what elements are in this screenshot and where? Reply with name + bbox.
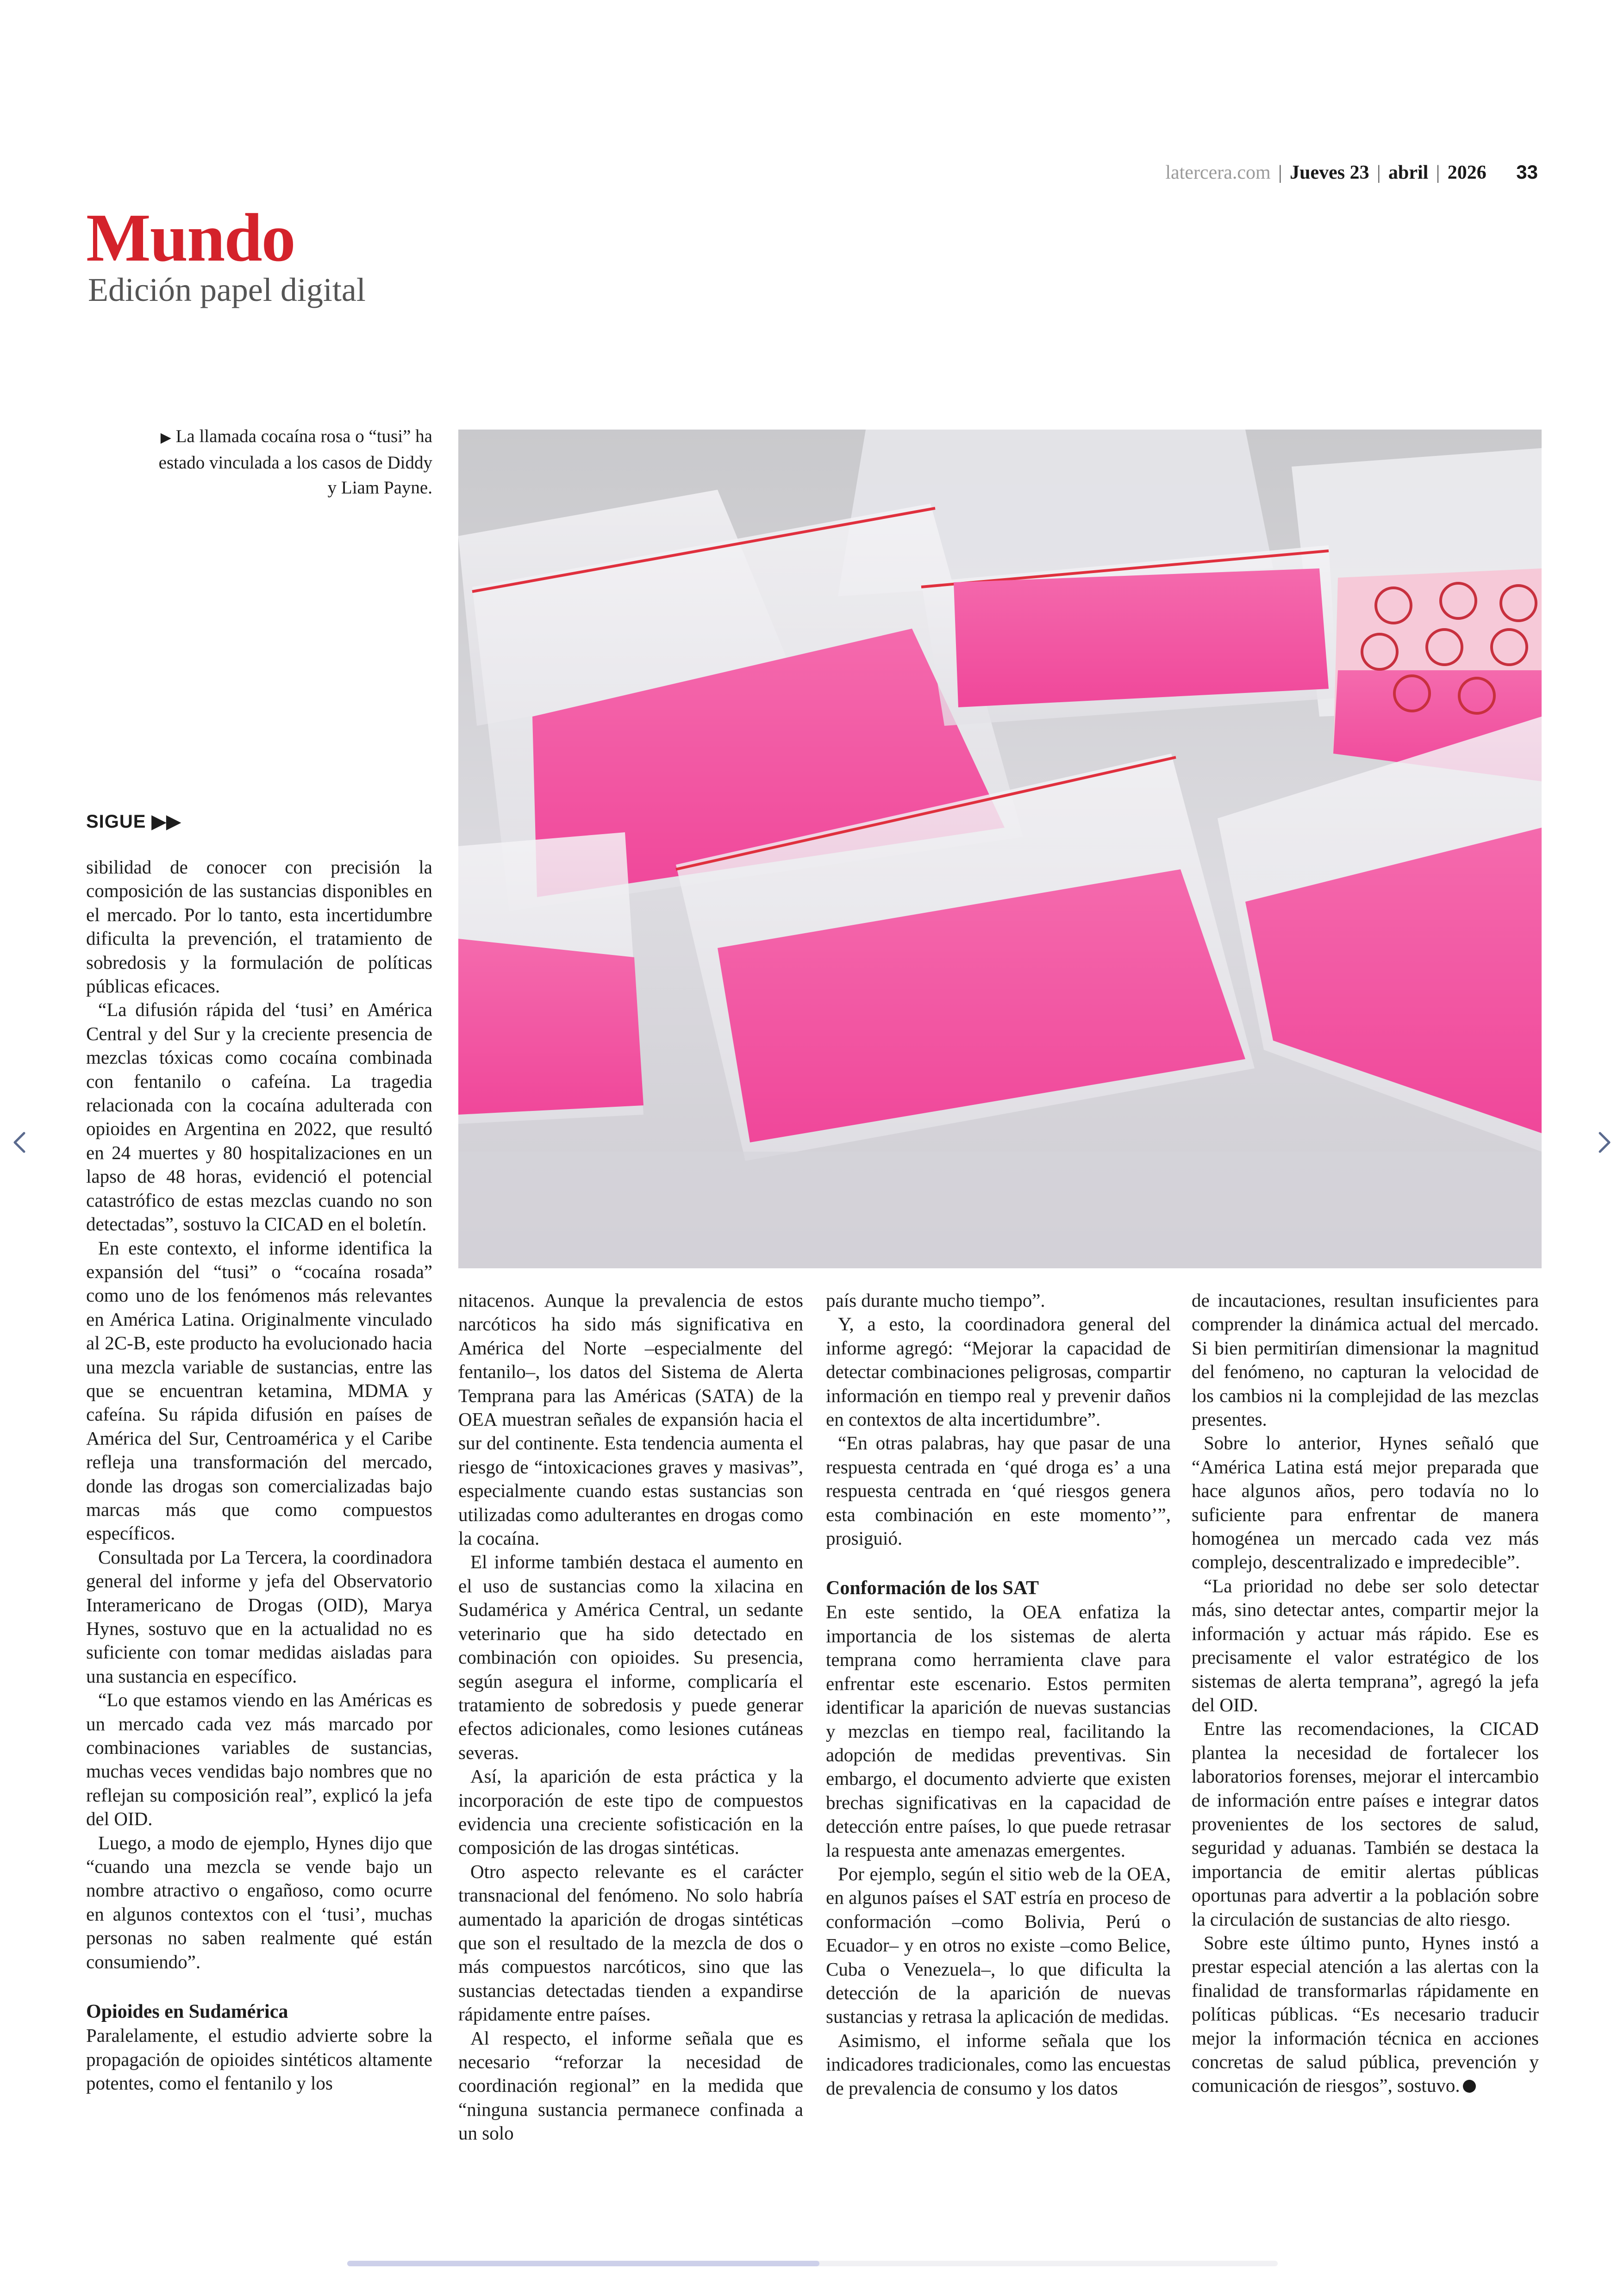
caption-text: La llamada cocaína rosa o “tusi” ha estado vinculada a los casos de Diddy y Liam Payne. <box>158 426 432 498</box>
paragraph: Y, a esto, la coordinadora general del informe agregó: “Mejorar la capacidad de detectar combinaciones peligrosas, compartir información en tiempo real y prevenir daños en contextos de alta incertidumbre”. <box>826 1313 1171 1430</box>
article-column-1 <box>86 855 432 2095</box>
article-column-2 <box>458 1289 803 2145</box>
filled-circle-icon <box>1463 2080 1476 2093</box>
paragraph: “En otras palabras, hay que pasar de una respuesta centrada en ‘qué droga es’ a una respuesta centrada en ‘qué riesgos genera esta combinación en este momento’”, prosiguió. <box>826 1432 1171 1549</box>
paragraph: de incautaciones, resultan insuficientes para comprender la dinámica actual del mercado. Si bien permitirían dimensionar la magnitud del fenómeno, no capturan la velocidad de los cambios ni la complejidad de las mezclas presentes. <box>1192 1290 1539 1430</box>
paragraph: Así, la aparición de esta práctica y la incorporación de este tipo de compuestos evidencia una creciente sofisticación en la composición de las drogas sintéticas. <box>458 1765 803 1858</box>
header-year: 2026 <box>1447 162 1487 183</box>
triangle-right-icon: ▶ <box>160 430 171 445</box>
scrollbar-thumb[interactable] <box>347 2261 819 2266</box>
section-subtitle: Edición papel digital <box>88 271 366 308</box>
paragraph: “La difusión rápida del ‘tusi’ en América Central y del Sur y la creciente presencia de mezclas tóxicas como cocaína combinada con fentanilo o cafeína. La tragedia relacionada con la cocaína adulterada con opioides en Argentina en 2022, que resultó en 24 muertes y 80 hospitalizaciones en un lapso de 48 horas, evidenció el potencial catastrófico de estas mezclas cuando no son detectadas”, sostuvo la CICAD en el boletín. <box>86 999 432 1235</box>
sigue-text: SIGUE <box>86 811 146 832</box>
subheading: Opioides en Sudamérica <box>86 2001 288 2023</box>
paragraph: Sobre lo anterior, Hynes señaló que “América Latina está mejor preparada que hace algunos años, pero todavía no lo suficiente para enfrentar de manera homogénea un mercado cada vez más complejo, descentralizado e impredecible”. <box>1192 1432 1539 1573</box>
article-column-4 <box>1192 1289 1539 2098</box>
paragraph: Consultada por La Tercera, la coordinadora general del informe y jefa del Observatorio Interamericano de Drogas (OID), Marya Hynes, sostuvo que en la actualidad no es suficiente con tomar medidas aisladas para una sustancia en específico. <box>86 1546 432 1687</box>
paragraph: Al respecto, el informe señala que es necesario “reforzar la necesidad de coordinación regional” en la medida que “ninguna sustancia permanece confinada a un solo <box>458 2027 803 2144</box>
header-separator: | <box>1377 162 1381 183</box>
previous-page-button[interactable] <box>6 1124 33 1161</box>
article-photo <box>458 430 1542 1268</box>
paragraph: nitacenos. Aunque la prevalencia de estos narcóticos ha sido más significativa en América del Norte –especialmente del fentanilo–, los datos del Sistema de Alerta Temprana para las Américas (SATA) de la OEA muestran señales de expansión hacia el sur del continente. Esta tendencia aumenta el riesgo de “intoxicaciones graves y masivas”, especialmente cuando estas sustancias son utilizadas como adulterantes en drogas como la cocaína. <box>458 1290 803 1549</box>
page-header <box>1165 161 1538 184</box>
paragraph: “Lo que estamos viendo en las Américas es un mercado cada vez más marcado por combinaciones variables de sustancias, muchas veces vendidas bajo nombres que no reflejan su composición real”, explicó la jefa del OID. <box>86 1689 432 1830</box>
paragraph-text: Sobre este último punto, Hynes instó a prestar especial atención a las alertas con la finalidad de transformarlas rápidamente en políticas públicas. “Es necesario traducir mejor la información técnica en acciones concretas de salud pública, prevención y comunicación de riesgos”, sostuvo. <box>1192 1932 1539 2096</box>
next-page-button[interactable] <box>1591 1124 1618 1161</box>
header-month: abril <box>1388 162 1429 183</box>
sigue-label <box>86 811 181 832</box>
paragraph: Luego, a modo de ejemplo, Hynes dijo que “cuando una mezcla se vende bajo un nombre atractivo o engañoso, como ocurre en algunos contextos con el ‘tusi’, muchas personas no saben realmente qué están consumiendo”. <box>86 1832 432 1972</box>
paragraph: sibilidad de conocer con precisión la composición de las sustancias disponibles en el mercado. Por lo tanto, esta incertidumbre dificulta la prevención, el tratamiento de sobredosis y la formulación de políticas públicas eficaces. <box>86 856 432 997</box>
section-title: Mundo <box>86 200 295 276</box>
subheading: Conformación de los SAT <box>826 1578 1039 1599</box>
paragraph: En este sentido, la OEA enfatiza la importancia de los sistemas de alerta temprana como herramienta clave para enfrentar este escenario. Estos permiten identificar la aparición de nuevas sustancias y mezclas en tiempo real, facilitando la adopción de medidas preventivas. Sin embargo, el documento advierte que existen brechas significativas en la capacidad de detección entre países, lo que puede retrasar la respuesta ante amenazas emergentes. <box>826 1601 1171 1861</box>
header-day: Jueves 23 <box>1290 162 1369 183</box>
chevron-right-icon <box>1591 1124 1618 1161</box>
paragraph: Entre las recomendaciones, la CICAD plantea la necesidad de fortalecer los laboratorios forenses, mejorar el intercambio de información entre países e integrar datos provenientes de los sectores de salud, seguridad y aduanas. También se destaca la importancia de emitir alertas públicas oportunas para advertir a la población sobre la circulación de sustancias de alto riesgo. <box>1192 1718 1539 1930</box>
photo-caption <box>153 424 432 500</box>
header-separator: | <box>1278 162 1282 183</box>
paragraph: “La prioridad no debe ser solo detectar más, sino detectar antes, compartir mejor la información y actuar más rápido. Ese es precisamente el valor estratégico de los sistemas de alerta temprana”, agregó la jefa del OID. <box>1192 1575 1539 1715</box>
page-number: 33 <box>1516 161 1538 183</box>
paragraph <box>1192 1931 1539 2098</box>
pink-powder-bags-image <box>458 430 1542 1268</box>
paragraph: Por ejemplo, según el sitio web de la OEA, en algunos países el SAT estría en proceso de conformación –como Bolivia, Perú o Ecuador– y en otros no existe –como Belice, Cuba o Venezuela–, lo que dificulta la detección de la aparición de nuevas sustancias y retrasa la aplicación de medidas. <box>826 1863 1171 2027</box>
article-column-3 <box>826 1289 1171 2100</box>
paragraph: El informe también destaca el aumento en el uso de sustancias como la xilacina en Sudamérica y América Central, un sedante veterinario que ha sido detectado en combinación con opioides. Su presencia, según asegura el informe, complicaría el tratamiento de sobredosis y puede generar efectos adicionales, como lesiones cutáneas severas. <box>458 1551 803 1763</box>
chevron-left-icon <box>6 1124 33 1161</box>
paragraph: Paralelamente, el estudio advierte sobre la propagación de opioides sintéticos altamente potentes, como el fentanilo y los <box>86 2025 432 2094</box>
double-arrow-icon: ▶▶ <box>151 811 181 832</box>
site-name: latercera.com <box>1165 162 1271 183</box>
paragraph: Otro aspecto relevante es el carácter transnacional del fenómeno. No solo habría aumentado la aparición de drogas sintéticas que son el resultado de la mezcla de dos o más compuestos narcóticos, sino que las sustancias detectadas tienden a expandirse rápidamente entre países. <box>458 1860 803 2025</box>
paragraph: país durante mucho tiempo”. <box>826 1290 1045 1311</box>
paragraph: En este contexto, el informe identifica la expansión del “tusi” o “cocaína rosada” como uno de los fenómenos más relevantes en América Latina. Originalmente vinculado al 2C-B, este producto ha evolucionado hacia una mezcla variable de sustancias, entre las que se encuentran ketamina, MDMA y cafeína. Su rápida difusión en países de América del Sur, Centroamérica y el Caribe refleja una transformación del mercado, donde las drogas son comercializadas bajo marcas más que como compuestos específicos. <box>86 1237 432 1544</box>
paragraph: Asimismo, el informe señala que los indicadores tradicionales, como las encuestas de prevalencia de consumo y los datos <box>826 2029 1171 2099</box>
header-separator: | <box>1436 162 1440 183</box>
